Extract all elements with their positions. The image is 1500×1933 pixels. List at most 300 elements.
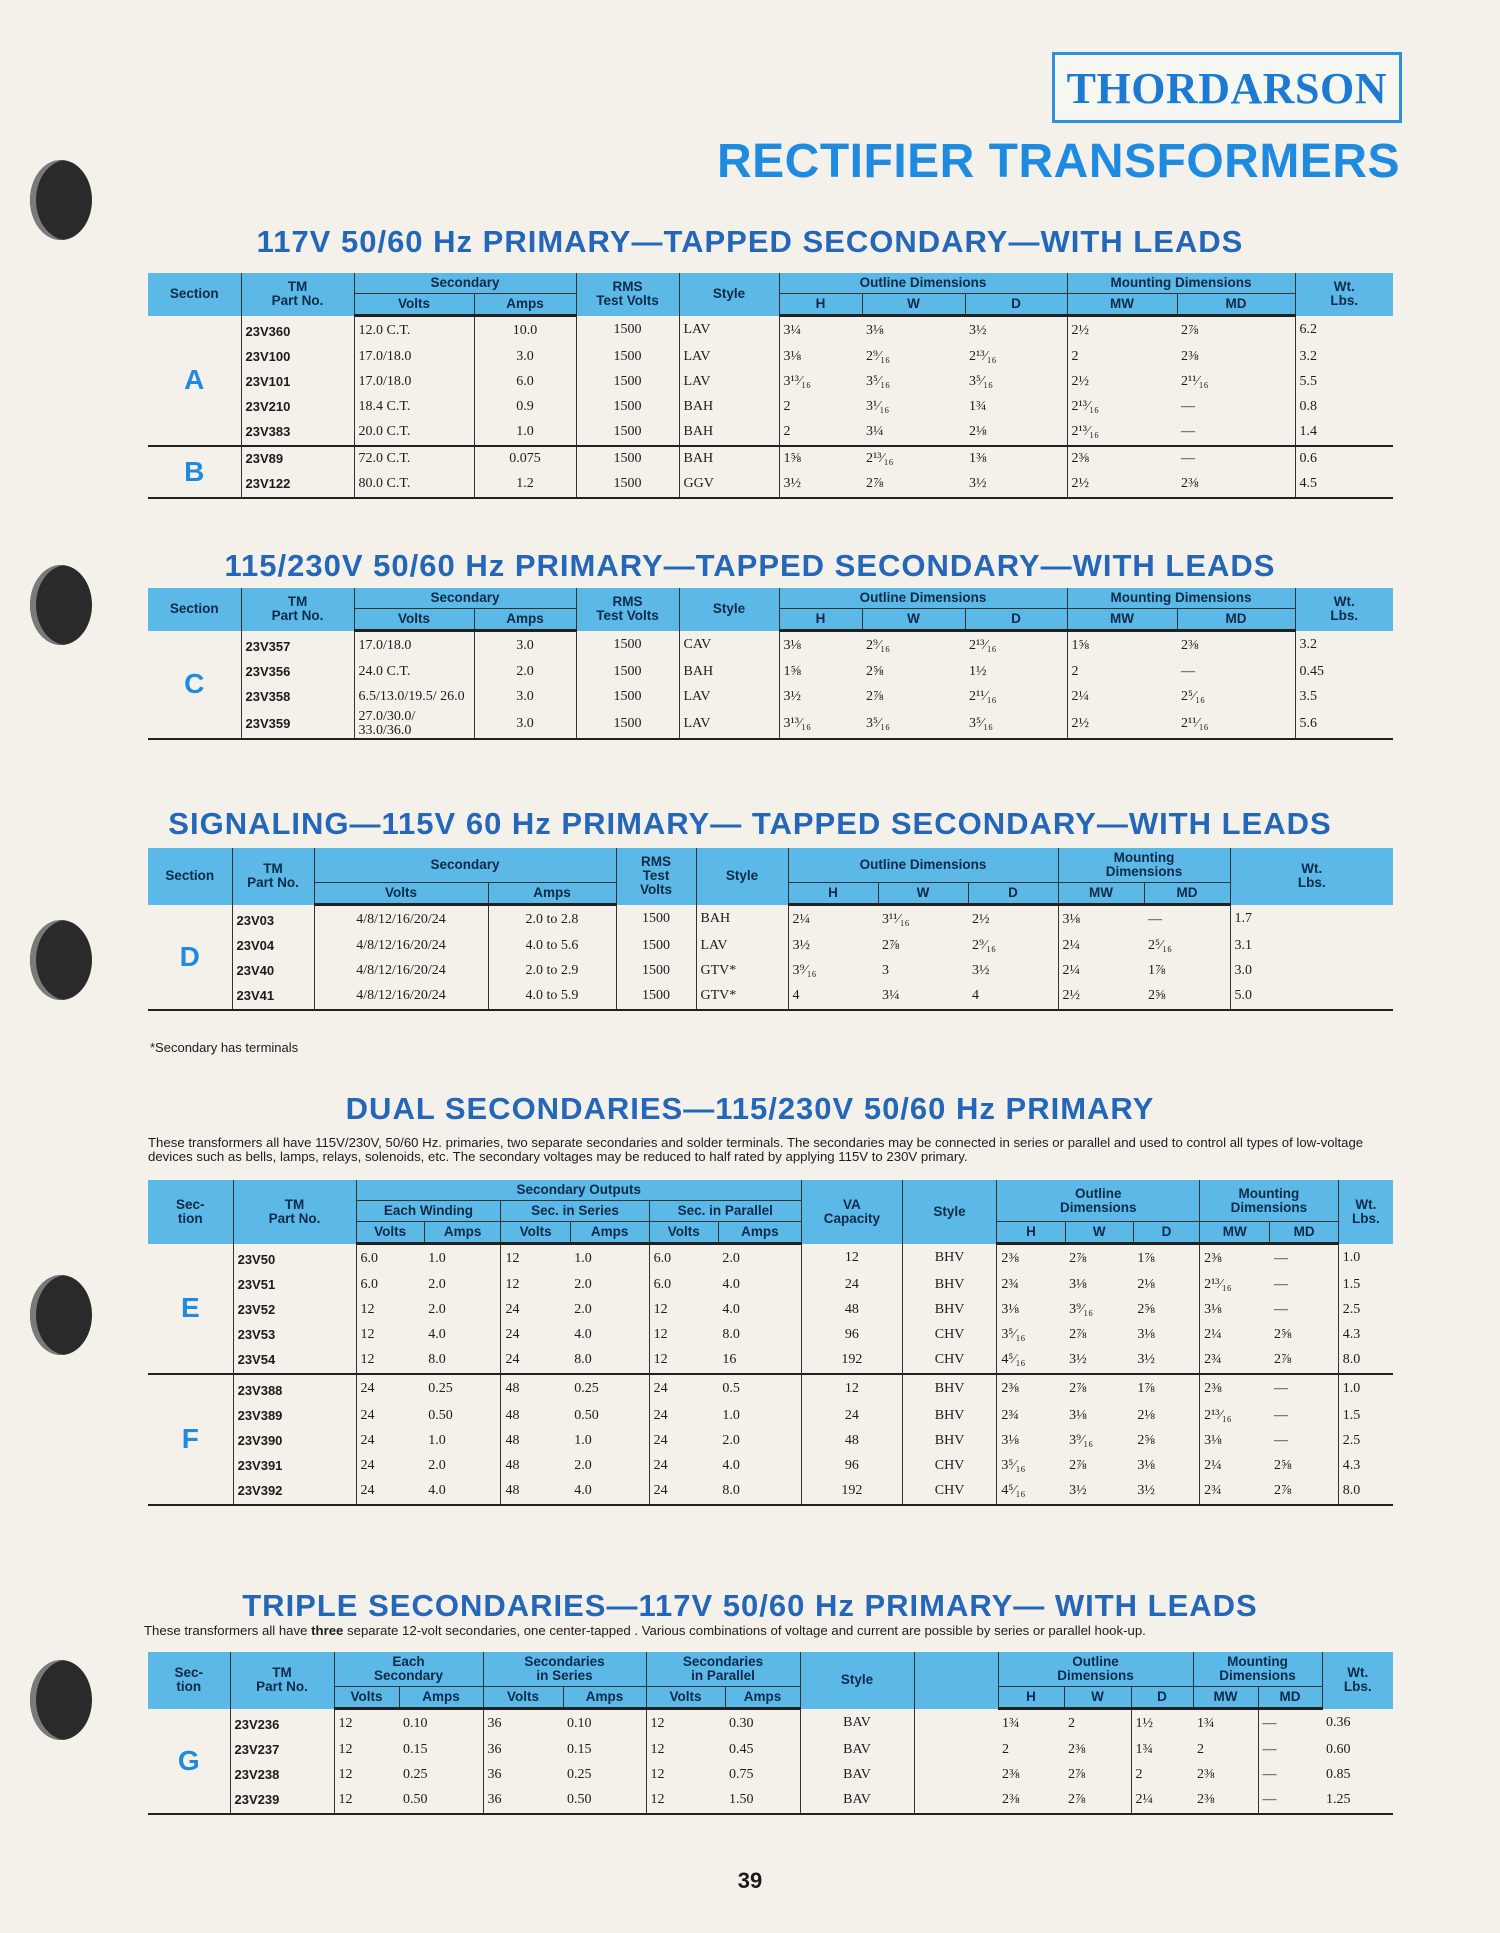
table-row (148, 631, 1393, 660)
col-volts: Volts (354, 609, 474, 631)
cell: 4⁵⁄₁₆ (997, 1479, 1065, 1505)
table-row (148, 905, 1393, 934)
cell: 3⅛ (1200, 1298, 1270, 1323)
blank-cell (914, 1763, 998, 1788)
cell: — (1273, 1302, 1288, 1317)
part-number: 23V40 (232, 959, 314, 984)
cell: 0.15 (567, 1742, 592, 1757)
cell: CHV (902, 1348, 997, 1374)
part-number: 23V52 (233, 1298, 356, 1323)
part-number: 23V100 (241, 345, 354, 370)
col-parallel: Secondaries in Parallel (646, 1652, 800, 1687)
cell: 1500 (576, 345, 679, 370)
cell: 3.1 (1230, 934, 1393, 959)
cell: 24 (356, 1429, 424, 1454)
cell: 1⅞ (1137, 1381, 1155, 1396)
cell: 0.6 (1295, 446, 1393, 472)
table-117v (148, 273, 1393, 499)
cell: 2⅝ (1273, 1458, 1292, 1473)
section-title-115-230v: 115/230V 50/60 Hz PRIMARY—TAPPED SECONDARY—WITH LEADS (224, 548, 1276, 583)
col-section: Sec- tion (148, 1180, 233, 1244)
col-weight: Wt. Lbs. (1295, 588, 1393, 631)
section-title-117v: 117V 50/60 Hz PRIMARY—TAPPED SECONDARY—WITH LEADS (256, 224, 1244, 259)
cell: 10.0 (474, 316, 576, 345)
cell: — (1273, 1433, 1288, 1448)
cell: 24.0 C.T. (354, 660, 474, 685)
cell: 2⅛ (965, 420, 1067, 446)
cell: 3⅛ (1200, 1429, 1270, 1454)
col-amps: Amps (563, 1687, 646, 1709)
cell: 12 (356, 1298, 424, 1323)
cell: BHV (902, 1273, 997, 1298)
cell: LAV (679, 710, 779, 739)
table-115-230v (148, 588, 1393, 740)
footnote: *Secondary has terminals (150, 1040, 299, 1055)
table-row (148, 1298, 1393, 1323)
cell: 4.0 (428, 1327, 446, 1342)
col-style: Style (679, 588, 779, 631)
col-outline: Outline Dimensions (997, 1180, 1200, 1222)
cell: 2⅜ (1200, 1244, 1270, 1273)
cell: 5.6 (1295, 710, 1393, 739)
cell: 2.0 (428, 1277, 446, 1292)
cell: 1.7 (1230, 905, 1393, 934)
cell: LAV (696, 934, 788, 959)
cell: 2.0 (722, 1433, 740, 1448)
table-body (148, 631, 1393, 739)
cell: 24 (801, 1404, 902, 1429)
cell: 3½ (779, 472, 862, 498)
cell: 12 (649, 1298, 718, 1323)
cell: 6.0 (474, 370, 576, 395)
part-number: 23V53 (233, 1323, 356, 1348)
col-d: D (1133, 1222, 1199, 1244)
cell: 4.3 (1338, 1323, 1393, 1348)
table-row (148, 1479, 1393, 1505)
cell: 12 (334, 1763, 399, 1788)
cell: 2¹¹⁄₁₆ (969, 689, 997, 704)
cell: 0.50 (428, 1408, 453, 1423)
col-part: TM Part No. (233, 1180, 356, 1244)
cell: 24 (501, 1323, 570, 1348)
cell: 1500 (576, 685, 679, 710)
cell: 6.0 (649, 1244, 718, 1273)
col-mw: MW (1067, 294, 1177, 316)
cell: 1¾ (1002, 1715, 1020, 1731)
cell: 0.50 (574, 1408, 599, 1423)
cell: 2¼ (1067, 685, 1177, 710)
col-d: D (968, 883, 1058, 905)
col-weight: Wt. Lbs. (1295, 273, 1393, 316)
section-label: B (148, 446, 241, 498)
section-label: C (148, 631, 241, 739)
cell: 0.50 (399, 1788, 483, 1814)
cell: 2¹¹⁄₁₆ (1177, 710, 1295, 739)
cell: — (1148, 911, 1163, 927)
col-section: Section (148, 848, 232, 905)
col-md: MD (1144, 883, 1230, 905)
cell: 2⅜ (1177, 472, 1295, 498)
cell: 2.0 to 2.9 (488, 959, 616, 984)
cell: 3¹³⁄₁₆ (779, 370, 862, 395)
col-sec-parallel: Sec. in Parallel (649, 1201, 801, 1222)
table-header (148, 1652, 1393, 1709)
table-row (148, 934, 1393, 959)
cell: 3½ (969, 322, 987, 338)
cell: 48 (501, 1454, 570, 1479)
col-d: D (965, 609, 1067, 631)
cell: 4.0 to 5.9 (488, 984, 616, 1010)
cell: 6.5/13.0/19.5/ 26.0 (354, 685, 474, 710)
cell: 1.50 (725, 1788, 800, 1814)
cell: 0.25 (428, 1381, 453, 1396)
binder-hole (30, 1660, 92, 1740)
cell: 2⅞ (1270, 1348, 1338, 1374)
cell: 2⅜ (998, 1788, 1064, 1814)
cell: 2⅜ (1067, 446, 1177, 472)
part-number: 23V359 (241, 710, 354, 739)
cell: 1500 (616, 905, 696, 934)
part-number: 23V360 (241, 316, 354, 345)
cell: 0.10 (403, 1715, 428, 1731)
cell: 1½ (1131, 1709, 1193, 1738)
col-d: D (1131, 1687, 1193, 1709)
cell: 2⁹⁄₁₆ (972, 938, 996, 953)
col-h: H (788, 883, 878, 905)
table-header (148, 273, 1393, 316)
cell: 2⁹⁄₁₆ (866, 637, 890, 653)
cell: 0.25 (403, 1767, 428, 1782)
cell: 0.85 (1326, 1767, 1351, 1782)
cell: 2 (1067, 660, 1177, 685)
cell: 24 (356, 1479, 424, 1505)
page-title: RECTIFIER TRANSFORMERS (717, 135, 1400, 188)
cell: 3⅛ (779, 345, 862, 370)
cell: LAV (679, 685, 779, 710)
col-mounting: Mounting Dimensions (1067, 588, 1295, 609)
col-outline: Outline Dimensions (788, 848, 1058, 883)
cell: 24 (649, 1404, 718, 1429)
cell: 1⅜ (969, 451, 987, 466)
cell: 3⅛ (779, 631, 862, 660)
cell: 4.3 (1338, 1454, 1393, 1479)
cell: 2.0 (474, 660, 576, 685)
cell: 2¼ (1058, 934, 1144, 959)
cell: 2.0 (574, 1277, 592, 1292)
cell: 2⁵⁄₁₆ (1181, 689, 1205, 704)
table-row (148, 446, 1393, 472)
cell: 2⅞ (1270, 1479, 1338, 1505)
col-blank (914, 1652, 998, 1709)
cell: 2⅝ (1137, 1302, 1155, 1317)
cell: 4.0 (574, 1327, 592, 1342)
col-w: W (862, 294, 965, 316)
cell: 1500 (616, 959, 696, 984)
col-style: Style (679, 273, 779, 316)
col-volts: Volts (354, 294, 474, 316)
col-md: MD (1258, 1687, 1322, 1709)
part-number: 23V238 (230, 1763, 334, 1788)
cell: 12 (646, 1788, 725, 1814)
cell: 96 (801, 1454, 902, 1479)
cell: 6.0 (649, 1273, 718, 1298)
col-volts: Volts (501, 1222, 570, 1244)
cell: 2⅞ (1181, 322, 1199, 338)
cell: 3⁹⁄₁₆ (1069, 1302, 1094, 1317)
cell: 3⁵⁄₁₆ (997, 1323, 1065, 1348)
table-row (148, 472, 1393, 498)
cell: 192 (801, 1479, 902, 1505)
part-number: 23V50 (233, 1244, 356, 1273)
table-row (148, 1323, 1393, 1348)
part-number: 23V122 (241, 472, 354, 498)
table-row (148, 660, 1393, 685)
cell: CHV (902, 1323, 997, 1348)
cell: BHV (902, 1429, 997, 1454)
cell: 1.0 (574, 1250, 592, 1266)
cell: 192 (801, 1348, 902, 1374)
cell: 2¹³⁄₁₆ (866, 451, 894, 466)
section-label: F (148, 1374, 233, 1505)
cell: 8.0 (570, 1348, 649, 1374)
section-title-triple: TRIPLE SECONDARIES—117V 50/60 Hz PRIMARY— WITH LEADS (242, 1588, 1258, 1623)
cell: 12 (649, 1348, 718, 1374)
cell: 4⁵⁄₁₆ (997, 1348, 1065, 1374)
cell: 4/8/12/16/20/24 (314, 934, 488, 959)
cell: 3⅛ (866, 322, 884, 338)
cell: 4.0 (570, 1479, 649, 1505)
cell: 0.15 (403, 1742, 428, 1757)
cell: 3.0 (1230, 959, 1393, 984)
cell: 2¾ (1200, 1348, 1270, 1374)
part-number: 23V54 (233, 1348, 356, 1374)
cell: 3½ (965, 472, 1067, 498)
section-label: G (148, 1709, 230, 1814)
cell: 0.5 (722, 1381, 740, 1396)
cell: 2 (1197, 1742, 1205, 1757)
cell: 12.0 C.T. (354, 316, 474, 345)
col-style: Style (696, 848, 788, 905)
cell: 4/8/12/16/20/24 (314, 959, 488, 984)
cell: 2 (1002, 1742, 1010, 1757)
part-number: 23V357 (241, 631, 354, 660)
cell: 0.25 (567, 1767, 592, 1782)
cell: 8.0 (1338, 1348, 1393, 1374)
table-header (148, 1180, 1393, 1244)
cell: 2⅝ (1273, 1327, 1292, 1342)
col-mounting: Mounting Dimensions (1193, 1652, 1322, 1687)
cell: BAV (800, 1763, 914, 1788)
cell: 36 (483, 1763, 563, 1788)
col-rms: RMS Test Volts (616, 848, 696, 905)
cell: 1¾ (1197, 1715, 1215, 1731)
cell: 2⅜ (1181, 637, 1199, 653)
cell: 12 (501, 1244, 570, 1273)
cell: 1.0 (1338, 1374, 1393, 1404)
col-mw: MW (1200, 1222, 1270, 1244)
cell: 2⅜ (1002, 1767, 1020, 1782)
cell: 2⅜ (1200, 1374, 1270, 1404)
cell: BAV (800, 1788, 914, 1814)
col-part: TM Part No. (230, 1652, 334, 1709)
cell: 80.0 C.T. (354, 472, 474, 498)
cell: 1500 (576, 370, 679, 395)
cell: — (1181, 399, 1196, 414)
part-number: 23V03 (232, 905, 314, 934)
part-number: 23V388 (233, 1374, 356, 1404)
cell: BHV (902, 1404, 997, 1429)
col-section: Section (148, 273, 241, 316)
cell: 24 (649, 1374, 718, 1404)
col-amps: Amps (570, 1222, 649, 1244)
col-md: MD (1270, 1222, 1338, 1244)
cell: 3⅛ (1069, 1408, 1087, 1423)
cell: 4 (968, 984, 1058, 1010)
cell: 0.9 (474, 395, 576, 420)
cell: 6.2 (1295, 316, 1393, 345)
cell: 1¾ (969, 399, 987, 414)
cell: 48 (501, 1374, 570, 1404)
table-row (148, 1454, 1393, 1479)
col-weight: Wt. Lbs. (1322, 1652, 1393, 1709)
col-mw: MW (1067, 609, 1177, 631)
table-row (148, 710, 1393, 739)
cell: 1.0 (474, 420, 576, 446)
cell: 0.60 (1326, 1742, 1351, 1757)
col-part: TM Part No. (241, 588, 354, 631)
cell: 4.5 (1295, 472, 1393, 498)
col-rms: RMS Test Volts (576, 588, 679, 631)
table-row (148, 395, 1393, 420)
cell: 2⅝ (1137, 1433, 1155, 1448)
cell: 2¾ (1200, 1479, 1270, 1505)
cell: 2½ (972, 911, 990, 927)
cell: — (1273, 1381, 1288, 1396)
table-row (148, 420, 1393, 446)
cell: 1⅝ (779, 660, 862, 685)
cell: 2⅞ (1068, 1767, 1086, 1782)
cell: — (1258, 1738, 1322, 1763)
cell: — (1258, 1788, 1322, 1814)
cell: 3.2 (1295, 345, 1393, 370)
cell: 1500 (576, 710, 679, 739)
col-style: Style (902, 1180, 997, 1244)
cell: 17.0/18.0 (354, 370, 474, 395)
cell: 1.0 (722, 1408, 740, 1423)
cell: — (1181, 664, 1196, 679)
cell: BAH (679, 420, 779, 446)
col-amps: Amps (718, 1222, 801, 1244)
cell: 2½ (1058, 984, 1144, 1010)
page-number: 39 (737, 1868, 763, 1893)
cell: GTV* (696, 984, 788, 1010)
cell: 12 (801, 1374, 902, 1404)
table-row (148, 1244, 1393, 1273)
cell: 1500 (576, 472, 679, 498)
col-w: W (1065, 1222, 1133, 1244)
cell: GGV (679, 472, 779, 498)
col-outline: Outline Dimensions (998, 1652, 1193, 1687)
cell: 1⅞ (1137, 1250, 1155, 1266)
cell: 18.4 C.T. (354, 395, 474, 420)
cell: 48 (501, 1404, 570, 1429)
cell: 4.0 (722, 1277, 740, 1292)
col-mounting: Mounting Dimensions (1200, 1180, 1339, 1222)
cell: 2⅞ (882, 938, 900, 953)
cell: 2 (779, 420, 862, 446)
cell: LAV (679, 370, 779, 395)
cell: CAV (679, 631, 779, 660)
cell: 0.10 (567, 1715, 592, 1731)
cell: BAH (679, 395, 779, 420)
table-triple (148, 1652, 1393, 1815)
col-outline: Outline Dimensions (779, 588, 1067, 609)
cell: 1.25 (1322, 1788, 1393, 1814)
col-secondary: Secondary (354, 588, 576, 609)
cell: 17.0/18.0 (354, 631, 474, 660)
part-number: 23V239 (230, 1788, 334, 1814)
cell: 2.0 (574, 1302, 592, 1317)
cell: LAV (679, 345, 779, 370)
cell: 3⁵⁄₁₆ (866, 374, 890, 389)
col-amps: Amps (424, 1222, 501, 1244)
table-row (148, 959, 1393, 984)
cell: 2¹³⁄₁₆ (1067, 395, 1177, 420)
cell: 12 (356, 1323, 424, 1348)
col-d: D (965, 294, 1067, 316)
cell: CHV (902, 1479, 997, 1505)
col-outline: Outline Dimensions (779, 273, 1067, 294)
cell: 36 (483, 1738, 563, 1763)
cell: — (1258, 1763, 1322, 1788)
col-volts: Volts (314, 883, 488, 905)
cell: 6.0 (356, 1273, 424, 1298)
cell: 72.0 C.T. (354, 446, 474, 472)
cell: 3¹³⁄₁₆ (779, 710, 862, 739)
cell: 3⅛ (997, 1298, 1065, 1323)
cell: 1500 (576, 631, 679, 660)
col-secondary: Secondary (354, 273, 576, 294)
table-row (148, 1763, 1393, 1788)
cell: 1⅝ (779, 446, 862, 472)
cell: 3¹¹⁄₁₆ (882, 911, 910, 927)
cell: 3⁵⁄₁₆ (997, 1454, 1065, 1479)
cell: 2.5 (1338, 1429, 1393, 1454)
cell: 3½ (1065, 1479, 1133, 1505)
cell: 2⅞ (862, 472, 965, 498)
col-amps: Amps (488, 883, 616, 905)
cell: BHV (902, 1244, 997, 1273)
part-number: 23V89 (241, 446, 354, 472)
cell: CHV (902, 1454, 997, 1479)
col-w: W (1064, 1687, 1131, 1709)
cell: 24 (356, 1374, 424, 1404)
col-h: H (997, 1222, 1065, 1244)
cell: 2⅞ (1069, 1381, 1087, 1396)
cell: 0.075 (474, 446, 576, 472)
col-md: MD (1177, 609, 1295, 631)
cell: 2¹³⁄₁₆ (969, 637, 997, 653)
blank-cell (914, 1709, 998, 1738)
cell: 3½ (1065, 1348, 1133, 1374)
col-w: W (878, 883, 968, 905)
cell: 8.0 (722, 1327, 740, 1342)
cell: 2.0 to 2.8 (488, 905, 616, 934)
cell: 2⅞ (1064, 1788, 1131, 1814)
cell: 8.0 (718, 1479, 801, 1505)
table-row (148, 1709, 1393, 1738)
cell: 20.0 C.T. (354, 420, 474, 446)
